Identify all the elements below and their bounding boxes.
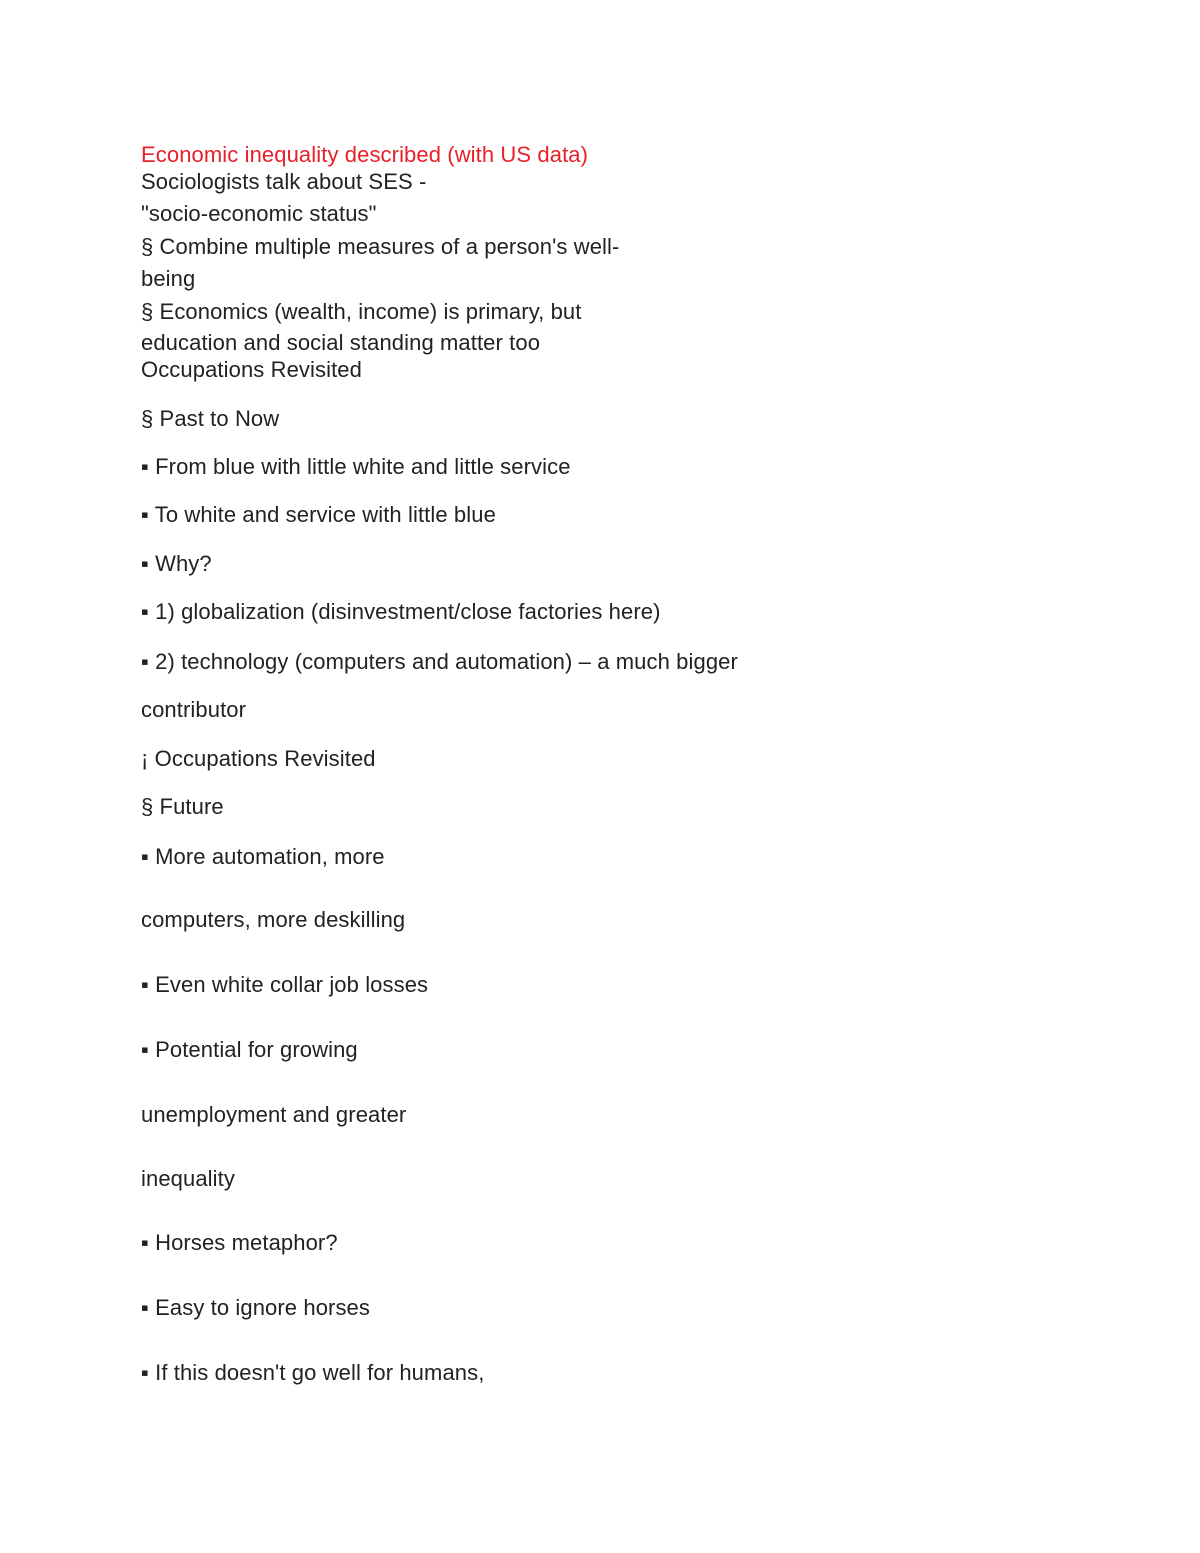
bullet-item: ▪ Horses metaphor? (141, 1230, 338, 1255)
text-line: § Past to Now (141, 406, 280, 431)
bullet-item: ▪ Potential for growing (141, 1037, 358, 1062)
text-line: computers, more deskilling (141, 907, 406, 932)
text-line: education and social standing matter too (141, 330, 541, 355)
text-line: contributor (141, 697, 247, 722)
text-line: § Combine multiple measures of a person's well- (141, 234, 620, 259)
bullet-item: ▪ More automation, more (141, 844, 385, 869)
text-line: § Economics (wealth, income) is primary, but (141, 299, 582, 324)
bullet-item: ▪ Why? (141, 551, 212, 576)
text-line: inequality (141, 1166, 235, 1191)
bullet-item: ▪ Easy to ignore horses (141, 1295, 370, 1320)
bullet-item: ▪ From blue with little white and little service (141, 454, 571, 479)
text-line: § Future (141, 794, 224, 819)
text-line: unemployment and greater (141, 1102, 407, 1127)
bullet-item: ▪ Even white collar job losses (141, 972, 429, 997)
section-title: ¡ Occupations Revisited (141, 746, 376, 771)
bullet-item: ▪ To white and service with little blue (141, 502, 496, 527)
bullet-item: ▪ 1) globalization (disinvestment/close factories here) (141, 599, 661, 624)
section-title: Occupations Revisited (141, 357, 362, 382)
text-line: Sociologists talk about SES - (141, 169, 427, 194)
bullet-item: ▪ If this doesn't go well for humans, (141, 1360, 485, 1385)
text-line: being (141, 266, 196, 291)
text-line: "socio-economic status" (141, 201, 377, 226)
document-heading: Economic inequality described (with US data) (141, 142, 589, 167)
bullet-item: ▪ 2) technology (computers and automation) – a much bigger (141, 649, 738, 674)
